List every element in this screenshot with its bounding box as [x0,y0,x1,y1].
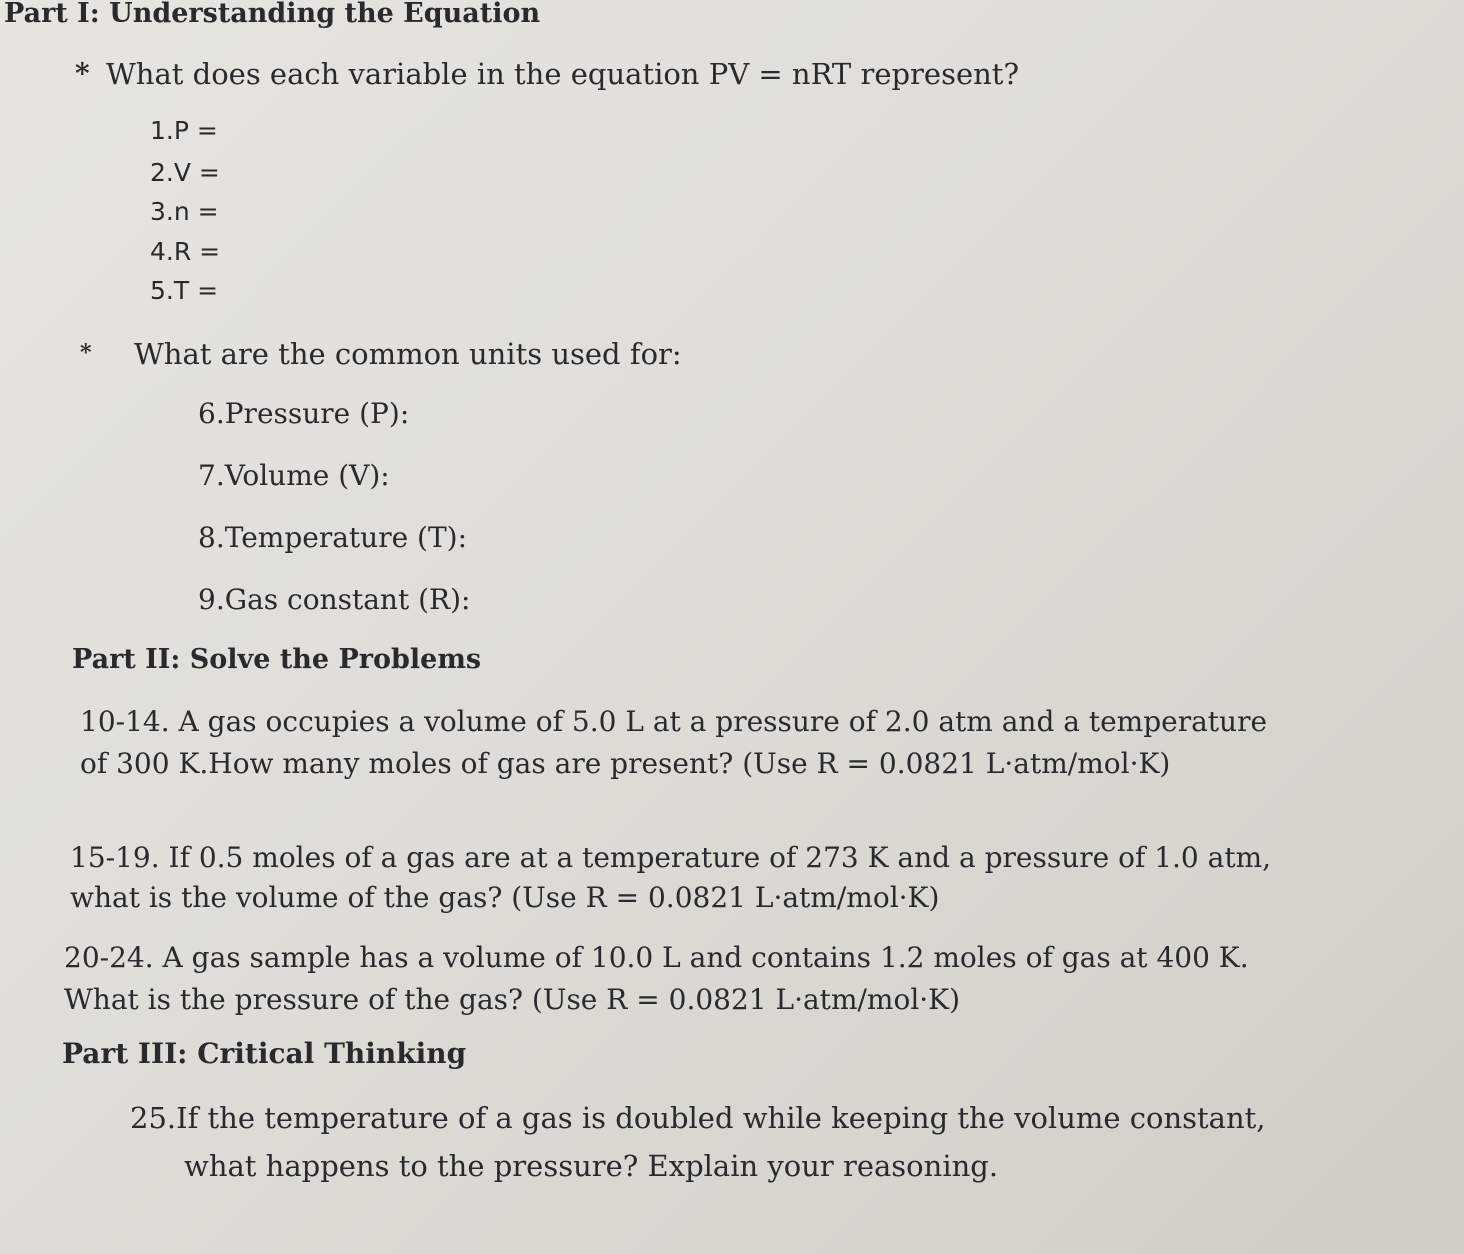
q2-text: What are the common units used for: [134,337,682,371]
variable-item-r: 4.R = [150,237,221,266]
problem2-line2: what is the volume of the gas? (Use R = 0.0821 L·atm/mol·K) [70,881,940,914]
part2-heading: Part II: Solve the Problems [72,644,482,675]
part1-heading: Part I: Understanding the Equation [4,0,541,29]
unit-item-volume: 7.Volume (V): [198,459,390,492]
problem1-line1: 10-14. A gas occupies a volume of 5.0 L at a pressure of 2.0 atm and a temperature [80,705,1268,738]
question25-line1: 25.If the temperature of a gas is doubled while keeping the volume constant, [130,1101,1266,1135]
q1-bullet: * [75,57,90,90]
variable-item-n: 3.n = [150,197,219,226]
problem1-line2: of 300 K.How many moles of gas are present? (Use R = 0.0821 L·atm/mol·K) [80,747,1171,780]
problem3-line1: 20-24. A gas sample has a volume of 10.0 L and contains 1.2 moles of gas at 400 K. [64,941,1249,974]
problem2-line1: 15-19. If 0.5 moles of a gas are at a temperature of 273 K and a pressure of 1.0 atm, [70,841,1272,874]
variable-item-p: 1.P = [150,116,218,145]
part3-heading: Part III: Critical Thinking [62,1037,467,1070]
problem3-line2: What is the pressure of the gas? (Use R = 0.0821 L·atm/mol·K) [64,983,961,1016]
unit-item-pressure: 6.Pressure (P): [198,397,410,430]
unit-item-temperature: 8.Temperature (T): [198,521,468,554]
question25-line2: what happens to the pressure? Explain your reasoning. [184,1149,999,1183]
variable-item-v: 2.V = [150,158,220,187]
q2-bullet: * [80,340,92,366]
unit-item-gas-constant: 9.Gas constant (R): [198,583,471,616]
variable-item-t: 5.T = [150,276,219,305]
q1-text: What does each variable in the equation PV = nRT represent? [106,57,1019,91]
